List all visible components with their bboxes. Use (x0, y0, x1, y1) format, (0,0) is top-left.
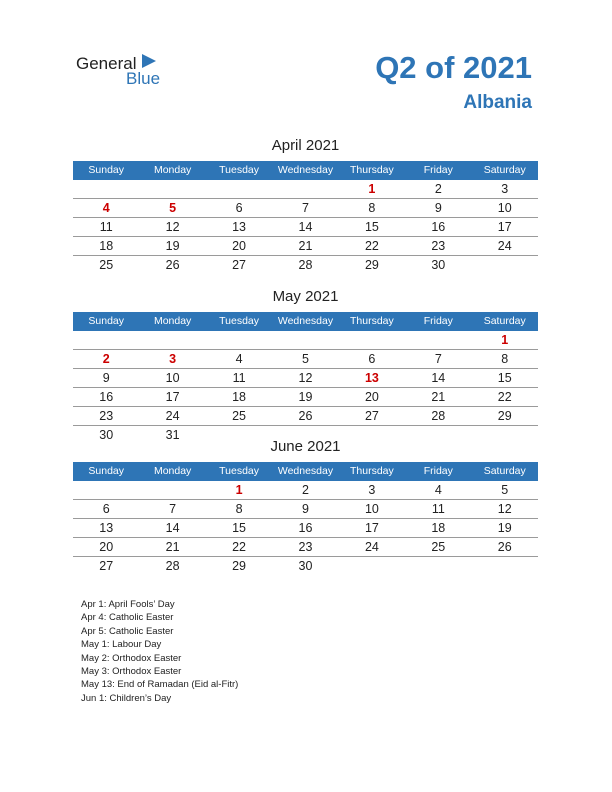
logo-blue-text: Blue (126, 69, 161, 88)
day-cell: 2 (302, 483, 309, 497)
weekday-label: Thursday (350, 315, 394, 327)
day-cell: 28 (431, 409, 446, 423)
week-row (73, 180, 538, 199)
day-cell: 22 (232, 540, 246, 554)
day-cell: 17 (165, 390, 180, 404)
day-cell: 18 (99, 239, 114, 253)
holiday-note: May 2: Orthodox Easter (81, 652, 182, 664)
day-cell: 16 (298, 521, 313, 535)
day-cell: 15 (232, 521, 246, 535)
day-cell (206, 180, 272, 198)
weekday-label: Saturday (483, 465, 526, 477)
day-cell (272, 180, 338, 198)
day-cell (73, 180, 139, 198)
day-cell: 5 (169, 201, 177, 215)
weekday-label: Monday (153, 315, 192, 327)
weekday-label: Thursday (350, 164, 394, 176)
day-cell: 11 (99, 220, 113, 234)
day-cell: 10 (364, 502, 379, 516)
day-cell: 15 (497, 371, 512, 385)
week-row (73, 218, 538, 237)
day-cell: 3 (501, 182, 509, 196)
quarter-title: Q2 of 2021 (375, 50, 532, 85)
day-cell: 25 (232, 409, 246, 423)
day-cell: 12 (497, 502, 512, 516)
day-cell: 17 (497, 220, 512, 234)
day-cell: 20 (232, 239, 246, 253)
day-cell (339, 331, 405, 349)
day-cell: 23 (298, 540, 313, 554)
day-cell (206, 331, 272, 349)
day-cell: 27 (364, 409, 379, 423)
day-cell (272, 331, 338, 349)
weekday-header (73, 312, 538, 331)
day-cell: 21 (298, 239, 313, 253)
logo-flag-icon (142, 54, 156, 68)
holiday-note: Apr 1: April Fools’ Day (81, 599, 175, 610)
day-cell: 10 (165, 371, 180, 385)
week-row (73, 407, 538, 426)
weekday-label: Tuesday (219, 465, 259, 477)
day-cell: 3 (368, 483, 376, 497)
weekday-header (73, 462, 538, 481)
weekday-label: Wednesday (277, 465, 334, 477)
day-cell (139, 331, 205, 349)
day-cell: 26 (497, 540, 512, 554)
day-cell: 2 (434, 182, 442, 196)
weekday-header (73, 161, 538, 180)
day-cell: 26 (165, 258, 180, 272)
week-row (73, 538, 538, 557)
day-cell (472, 256, 538, 274)
weekday-label: Sunday (88, 465, 125, 477)
day-cell: 27 (99, 559, 114, 573)
logo-general-text: General (76, 54, 137, 73)
holiday-note: Jun 1: Children’s Day (81, 692, 172, 704)
day-cell: 3 (169, 352, 177, 366)
day-cell: 14 (298, 220, 313, 234)
weekday-label: Monday (153, 164, 192, 176)
day-cell: 12 (298, 371, 313, 385)
day-cell: 24 (165, 409, 180, 423)
day-cell: 21 (431, 390, 446, 404)
day-cell: 21 (165, 540, 180, 554)
month-calendar (73, 137, 538, 274)
weekday-label: Saturday (483, 164, 526, 176)
day-cell: 6 (235, 201, 243, 215)
week-row (73, 237, 538, 256)
holiday-note: May 1: Labour Day (81, 639, 162, 651)
day-cell: 25 (99, 258, 114, 272)
week-row (73, 388, 538, 407)
day-cell: 19 (165, 239, 180, 253)
holiday-note: May 3: Orthodox Easter (81, 666, 182, 678)
day-cell: 1 (368, 182, 376, 196)
day-cell (139, 481, 205, 499)
day-cell: 5 (501, 483, 509, 497)
country-name: Albania (463, 92, 532, 113)
day-cell: 11 (232, 371, 246, 385)
day-cell: 8 (368, 201, 376, 215)
logo (76, 52, 186, 92)
week-row (73, 331, 538, 350)
day-cell: 1 (235, 483, 243, 497)
day-cell: 8 (501, 352, 509, 366)
month-title: May 2021 (272, 288, 339, 305)
day-cell: 19 (298, 390, 313, 404)
weekday-label: Friday (423, 315, 453, 327)
month-title: June 2021 (270, 438, 341, 455)
day-cell: 25 (431, 540, 446, 554)
day-cell: 7 (169, 502, 177, 516)
day-cell: 22 (497, 390, 512, 404)
day-cell (405, 331, 471, 349)
weekday-label: Monday (153, 465, 192, 477)
day-cell: 19 (497, 521, 512, 535)
week-row (73, 369, 538, 388)
month-calendar (73, 288, 538, 444)
day-cell: 16 (99, 390, 114, 404)
day-cell: 8 (235, 502, 243, 516)
week-row (73, 519, 538, 538)
weekday-label: Saturday (483, 315, 526, 327)
day-cell (472, 557, 538, 575)
holiday-notes (81, 598, 238, 705)
day-cell: 1 (501, 333, 509, 347)
day-cell: 30 (99, 428, 114, 442)
day-cell: 17 (364, 521, 379, 535)
day-cell: 31 (165, 428, 180, 442)
day-cell: 20 (99, 540, 114, 554)
day-cell: 13 (232, 220, 246, 234)
holiday-note: Apr 5: Catholic Easter (81, 625, 174, 637)
holiday-note: May 13: End of Ramadan (Eid al-Fitr) (81, 679, 239, 691)
day-cell (73, 481, 139, 499)
week-row (73, 350, 538, 369)
day-cell: 16 (431, 220, 446, 234)
day-cell: 18 (232, 390, 246, 404)
day-cell (405, 557, 471, 575)
weekday-label: Thursday (350, 465, 394, 477)
day-cell: 29 (364, 258, 379, 272)
day-cell: 13 (364, 371, 379, 385)
day-cell: 29 (497, 409, 512, 423)
day-cell: 24 (497, 239, 512, 253)
day-cell: 9 (302, 502, 309, 516)
day-cell: 7 (302, 201, 309, 215)
day-cell: 18 (431, 521, 446, 535)
day-cell: 9 (434, 201, 442, 215)
day-cell: 20 (364, 390, 379, 404)
day-cell (339, 557, 405, 575)
day-cell: 5 (302, 352, 309, 366)
weekday-label: Friday (423, 465, 453, 477)
weekday-label: Tuesday (219, 315, 259, 327)
day-cell: 4 (235, 352, 243, 366)
weekday-label: Tuesday (219, 164, 259, 176)
day-cell: 10 (497, 201, 512, 215)
day-cell: 28 (298, 258, 313, 272)
week-row (73, 256, 538, 274)
day-cell: 30 (431, 258, 446, 272)
day-cell: 27 (232, 258, 246, 272)
day-cell: 6 (102, 502, 110, 516)
week-row (73, 199, 538, 218)
day-cell: 9 (102, 371, 110, 385)
day-cell: 6 (368, 352, 376, 366)
month-calendar (73, 438, 538, 575)
day-cell: 30 (298, 559, 313, 573)
day-cell: 28 (165, 559, 180, 573)
month-title: April 2021 (271, 137, 340, 154)
weekday-label: Wednesday (277, 164, 334, 176)
weekday-label: Wednesday (277, 315, 334, 327)
day-cell: 23 (99, 409, 114, 423)
weekday-label: Sunday (88, 164, 125, 176)
day-cell: 15 (364, 220, 379, 234)
day-cell: 7 (434, 352, 442, 366)
day-cell: 29 (232, 559, 246, 573)
day-cell: 4 (434, 483, 442, 497)
day-cell: 14 (431, 371, 446, 385)
day-cell: 2 (102, 352, 110, 366)
day-cell: 11 (431, 502, 445, 516)
week-row (73, 500, 538, 519)
day-cell: 4 (102, 201, 110, 215)
day-cell: 12 (165, 220, 180, 234)
day-cell (73, 331, 139, 349)
weekday-label: Sunday (88, 315, 125, 327)
week-row (73, 557, 538, 575)
week-row (73, 481, 538, 500)
day-cell: 23 (431, 239, 446, 253)
holiday-note: Apr 4: Catholic Easter (81, 612, 174, 624)
day-cell: 14 (165, 521, 180, 535)
day-cell: 26 (298, 409, 313, 423)
weekday-label: Friday (423, 164, 453, 176)
day-cell: 24 (364, 540, 379, 554)
day-cell: 13 (99, 521, 114, 535)
day-cell (139, 180, 205, 198)
day-cell: 22 (364, 239, 379, 253)
